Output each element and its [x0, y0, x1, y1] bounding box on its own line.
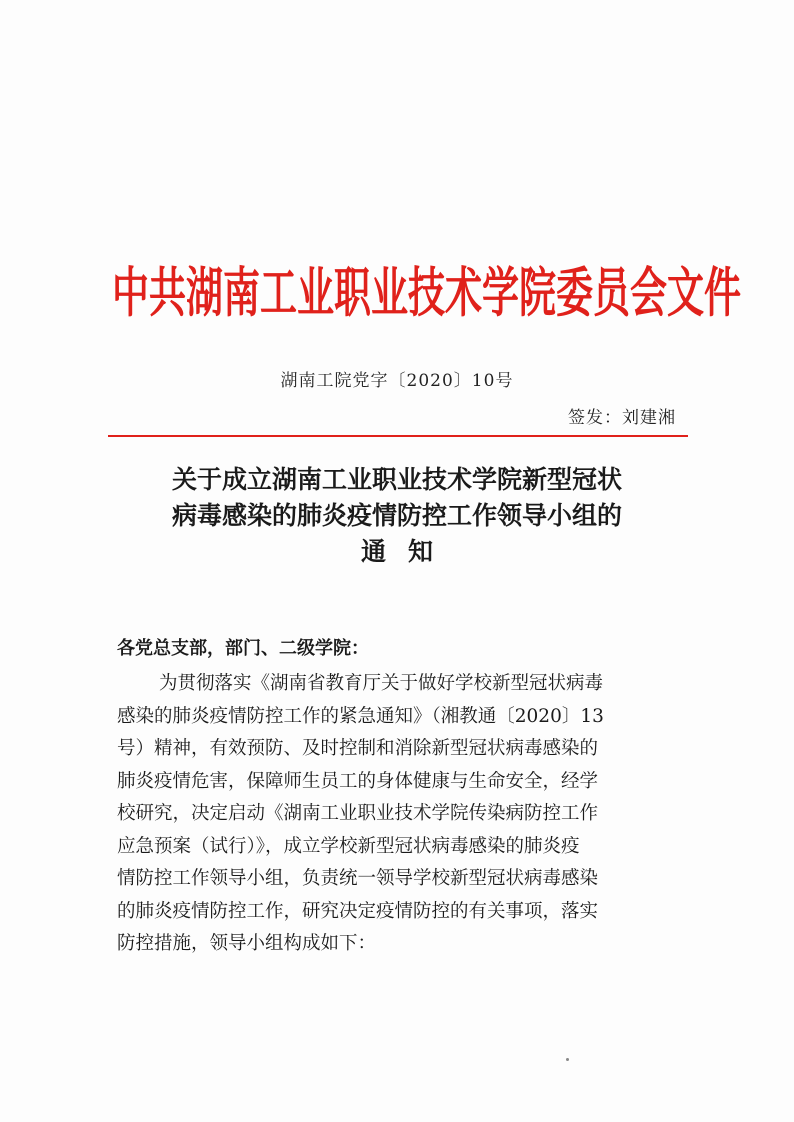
- body-line: 校研究，决定启动《湖南工业职业技术学院传染病防控工作: [117, 803, 599, 824]
- signer-line: 签发：刘建湘: [568, 408, 676, 428]
- masthead-title: 中共湖南工业职业技术学院委员会文件: [112, 260, 741, 324]
- title-line-2: 病毒感染的肺炎疫情防控工作领导小组的: [171, 501, 622, 530]
- title-line-3: 通知: [360, 537, 455, 566]
- body-line: 号）精神，有效预防、及时控制和消除新型冠状病毒感染的: [117, 738, 599, 759]
- salutation: 各党总支部，部门、二级学院：: [117, 638, 369, 659]
- scan-speck: [566, 1058, 569, 1061]
- document-title: [110, 462, 684, 570]
- body-line: 为贯彻落实《湖南省教育厅关于做好学校新型冠状病毒: [159, 673, 604, 694]
- body-line: 的肺炎疫情防控工作，研究决定疫情防控的有关事项，落实: [117, 900, 599, 922]
- body-line: 防控措施，领导小组构成如下：: [117, 933, 377, 954]
- body-line: 肺炎疫情危害，保障师生员工的身体健康与生命安全，经学: [117, 770, 599, 792]
- body-line: 感染的肺炎疫情防控工作的紧急通知》（湘教通〔2020〕13: [117, 705, 604, 727]
- red-divider-line: [108, 435, 688, 437]
- body-line: 应急预案（试行）》，成立学校新型冠状病毒感染的肺炎疫: [117, 835, 580, 857]
- body-paragraph: [117, 668, 679, 961]
- body-line: 情防控工作领导小组，负责统一领导学校新型冠状病毒感染: [117, 868, 599, 889]
- document-number: 湖南工院党字〔2020〕10号: [280, 371, 514, 391]
- title-line-1: 关于成立湖南工业职业技术学院新型冠状: [171, 465, 622, 494]
